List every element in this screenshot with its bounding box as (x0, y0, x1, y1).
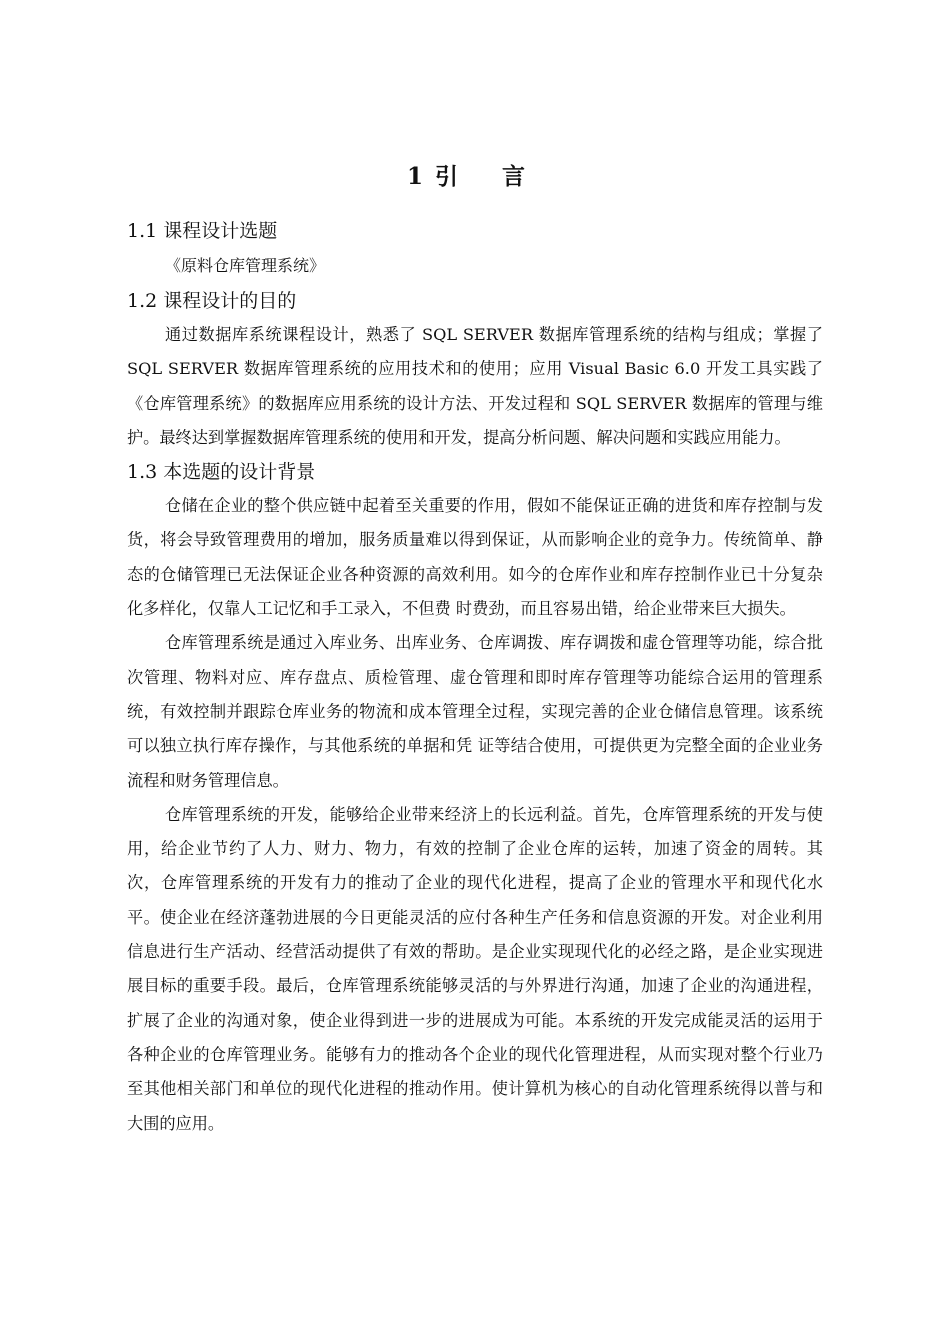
chapter-title-text: 引 言 (435, 163, 544, 190)
background-paragraph-2: 仓库管理系统是通过入库业务、出库业务、仓库调拨、库存调拨和虚仓管理等功能，综合批次管理、物料对应、库存盘点、质检管理、虚仓管理和即时库存管理等功能综合运用的管理系统，有效控制并跟踪仓库业务的物流和成本管理全过程，实现完善的企业仓储信息管理。该系统可以独立执行库存操作，与其他系统的单据和凭 证等结合使用，可提供更为完整全面的企业业务流程和财务管理信息。 (127, 633, 823, 790)
section-heading-1-1: 1.1 课程设计选题 (127, 220, 278, 242)
section-heading-1-3: 1.3 本选题的设计背景 (127, 461, 316, 484)
document-body (127, 214, 823, 1141)
purpose-paragraph: 通过数据库系统课程设计，熟悉了 SQL SERVER 数据库管理系统的结构与组成；掌握了 SQL SERVER 数据库管理系统的应用技术和的使用；应用 Visual Basic 6.0 开发工具实践了《仓库管理系统》的数据库应用系统的设计方法、开发过程和 SQL SERVER 数据库的管理与维护。最终达到掌握数据库管理系统的使用和开发，提高分析问题、解决问题和实践应用能力。 (127, 325, 823, 447)
design-topic: 《原料仓库管理系统》 (165, 256, 326, 275)
background-paragraph-1: 仓储在企业的整个供应链中起着至关重要的作用，假如不能保证正确的进货和库存控制与发货，将会导致管理费用的增加，服务质量难以得到保证，从而影响企业的竞争力。传统简单、静态的仓储管理已无法保证企业各种资源的高效利用。如今的仓库作业和库存控制作业已十分复杂化多样化，仅靠人工记忆和手工录入，不但费 时费劲，而且容易出错，给企业带来巨大损失。 (127, 496, 823, 619)
section-heading-1-2: 1.2 课程设计的目的 (127, 290, 297, 312)
chapter-number: 1 (406, 163, 425, 190)
chapter-title (0, 158, 950, 191)
background-paragraph-3: 仓库管理系统的开发，能够给企业带来经济上的长远利益。首先，仓库管理系统的开发与使用，给企业节约了人力、财力、物力，有效的控制了企业仓库的运转，加速了资金的周转。其次，仓库管理系统的开发有力的推动了企业的现代化进程，提高了企业的管理水平和现代化水平。使企业在经济蓬勃进展的今日更能灵活的应付各种生产任务和信息资源的开发。对企业利用信息进行生产活动、经营活动提供了有效的帮助。是企业实现现代化的必经之路，是企业实现进展目标的重要手段。最后，仓库管理系统能够灵活的与外界进行沟通，加速了企业的沟通进程，扩展了企业的沟通对象，使企业得到进一步的进展成为可能。本系统的开发完成能灵活的运用于各种企业的仓库管理业务。能够有力的推动各个企业的现代化管理进程，从而实现对整个行业乃至其他相关部门和单位的现代化进程的推动作用。使计算机为核心的自动化管理系统得以普与和大围的应用。 (127, 804, 823, 1133)
